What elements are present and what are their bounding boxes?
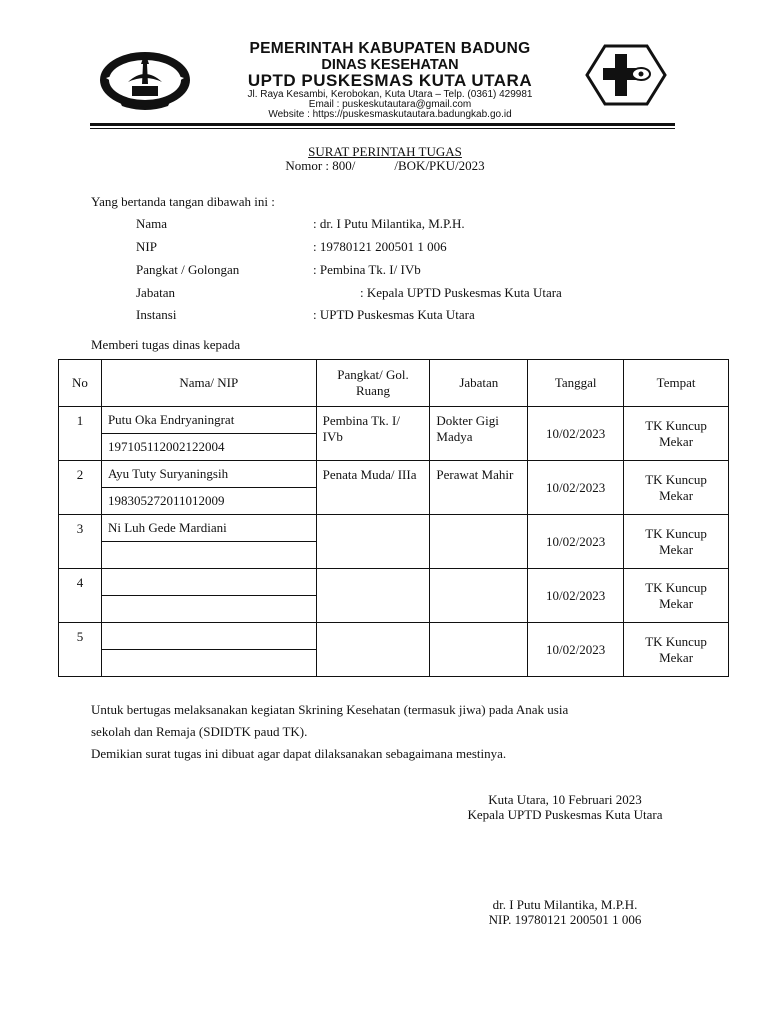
row-no: 5 — [59, 623, 102, 677]
field-label-pangkat: Pangkat / Golongan — [136, 262, 240, 277]
header-place: Tempat — [624, 360, 729, 407]
table-row — [59, 461, 729, 488]
letterhead-email: Email : puskeskutautara@gmail.com — [308, 99, 472, 110]
body-para2: Demikian surat tugas ini dibuat agar dapat dilaksanakan sebagaimana mestinya. — [91, 746, 507, 761]
row-name — [101, 569, 316, 596]
field-label-nip: NIP — [136, 239, 157, 254]
table-row — [59, 407, 729, 434]
field-label-nama: Nama — [136, 216, 168, 231]
field-label-jabatan: Jabatan — [136, 285, 175, 300]
signature-name: dr. I Putu Milantika, M.P.H. — [492, 897, 638, 912]
row-no: 3 — [59, 515, 102, 569]
assign-text: Memberi tugas dinas kepada — [91, 337, 241, 352]
field-value-nama: : dr. I Putu Milantika, M.P.H. — [313, 216, 465, 231]
letterhead-rule-thick — [90, 123, 675, 126]
letterhead-agency: DINAS KESEHATAN — [321, 57, 459, 73]
row-date: 10/02/2023 — [528, 515, 624, 569]
row-position: Dokter Gigi Madya — [430, 407, 528, 461]
letterhead-rule-thin — [90, 128, 675, 129]
row-nip: 198305272011012009 — [101, 488, 316, 515]
row-name: Ni Luh Gede Mardiani — [101, 515, 316, 542]
row-date: 10/02/2023 — [528, 569, 624, 623]
row-place: TK Kuncup Mekar — [624, 407, 729, 461]
letterhead-unit: UPTD PUSKESMAS KUTA UTARA — [247, 71, 533, 90]
row-position — [430, 515, 528, 569]
letter-number: Nomor : 800/ /BOK/PKU/2023 — [285, 158, 485, 173]
row-nip — [101, 596, 316, 623]
field-value-pangkat: : Pembina Tk. I/ IVb — [313, 262, 421, 277]
header-no: No — [59, 360, 102, 407]
row-rank: Pembina Tk. I/ IVb — [316, 407, 430, 461]
row-position — [430, 569, 528, 623]
table-row — [59, 515, 729, 542]
row-position: Perawat Mahir — [430, 461, 528, 515]
body-para1-line2: sekolah dan Remaja (SDIDTK paud TK). — [91, 724, 308, 739]
row-no: 2 — [59, 461, 102, 515]
badung-regency-logo — [98, 44, 192, 112]
table-header-row — [59, 360, 729, 407]
table-row — [59, 623, 729, 650]
row-no: 1 — [59, 407, 102, 461]
header-date: Tanggal — [528, 360, 624, 407]
intro-text: Yang bertanda tangan dibawah ini : — [91, 194, 275, 209]
letterhead-website: Website : https://puskesmaskutautara.badungkab.go.id — [268, 109, 512, 120]
field-value-jabatan: : Kepala UPTD Puskesmas Kuta Utara — [360, 285, 562, 300]
row-rank: Penata Muda/ IIIa — [316, 461, 430, 515]
assignment-table — [58, 359, 729, 677]
row-name: Ayu Tuty Suryaningsih — [101, 461, 316, 488]
row-no: 4 — [59, 569, 102, 623]
puskesmas-logo — [585, 44, 667, 106]
row-rank — [316, 515, 430, 569]
signature-nip: NIP. 19780121 200501 1 006 — [488, 912, 642, 927]
row-place: TK Kuncup Mekar — [624, 461, 729, 515]
header-position: Jabatan — [430, 360, 528, 407]
field-label-instansi: Instansi — [136, 307, 177, 322]
row-place: TK Kuncup Mekar — [624, 569, 729, 623]
header-rank-line1: Pangkat/ Gol. — [337, 367, 409, 382]
letter-title: SURAT PERINTAH TUGAS — [308, 144, 462, 159]
row-nip: 197105112002122004 — [101, 434, 316, 461]
field-value-nip: : 19780121 200501 1 006 — [313, 239, 447, 254]
row-rank — [316, 569, 430, 623]
header-name: Nama/ NIP — [101, 360, 316, 407]
table-row — [59, 569, 729, 596]
row-position — [430, 623, 528, 677]
field-value-instansi: : UPTD Puskesmas Kuta Utara — [313, 307, 475, 322]
letterhead-address: Jl. Raya Kesambi, Kerobokan, Kuta Utara – Telp. (0361) 429981 — [247, 89, 533, 100]
letterhead-government: PEMERINTAH KABUPATEN BADUNG — [249, 40, 531, 57]
row-date: 10/02/2023 — [528, 623, 624, 677]
row-name — [101, 623, 316, 650]
header-rank-line2: Ruang — [356, 383, 390, 398]
signature-position: Kepala UPTD Puskesmas Kuta Utara — [467, 807, 663, 822]
row-place: TK Kuncup Mekar — [624, 515, 729, 569]
row-nip — [101, 542, 316, 569]
row-place: TK Kuncup Mekar — [624, 623, 729, 677]
row-name: Putu Oka Endryaningrat — [101, 407, 316, 434]
row-date: 10/02/2023 — [528, 461, 624, 515]
row-date: 10/02/2023 — [528, 407, 624, 461]
body-para1-line1: Untuk bertugas melaksanakan kegiatan Skrining Kesehatan (termasuk jiwa) pada Anak usia — [91, 702, 569, 717]
signature-place-date: Kuta Utara, 10 Februari 2023 — [488, 792, 642, 807]
row-nip — [101, 650, 316, 677]
header-rank — [316, 360, 430, 407]
row-rank — [316, 623, 430, 677]
